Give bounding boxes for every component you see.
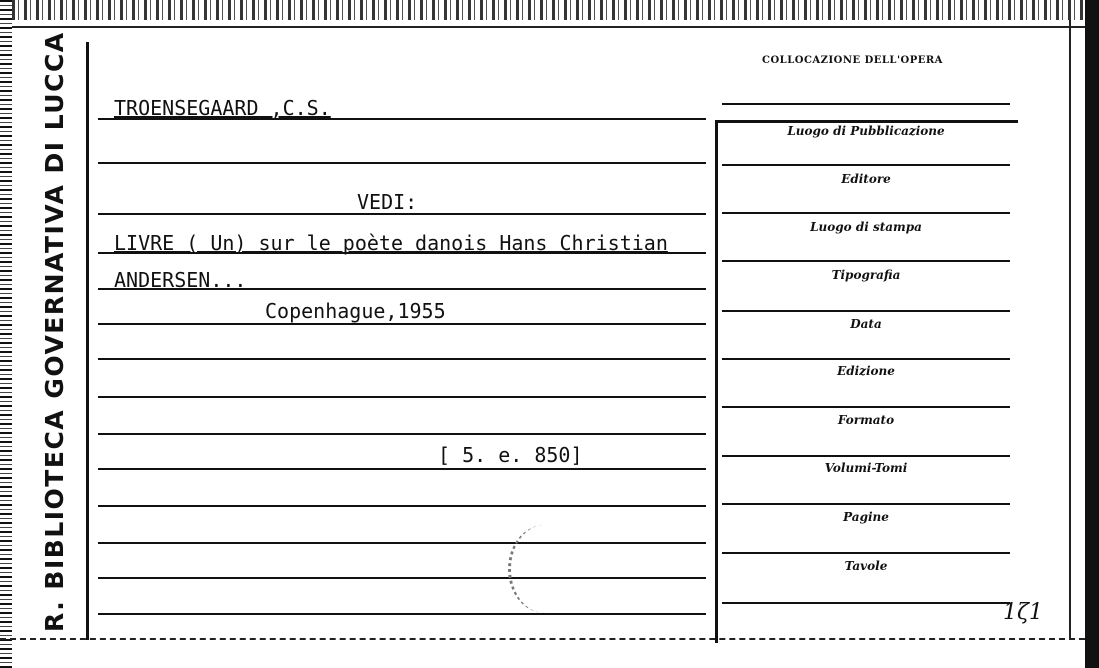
scan-edge-right (1085, 0, 1099, 668)
ruled-line (98, 468, 706, 470)
title-line-2: ANDERSEN... (114, 268, 247, 292)
ruled-line (98, 162, 706, 164)
card-right-border (1069, 20, 1085, 640)
field-line (722, 310, 1010, 312)
see-label: VEDI: (357, 190, 418, 214)
field-line (722, 358, 1010, 360)
field-line (722, 552, 1010, 554)
scan-edge-top (0, 0, 1099, 20)
field-editore: Editore (841, 172, 891, 186)
left-margin-rule (86, 42, 89, 640)
author-heading: TROENSEGAARD ,C.S. (114, 96, 331, 120)
ruled-line (98, 396, 706, 398)
field-volumi-tomi: Volumi-Tomi (824, 461, 908, 475)
shelfmark: [ 5. e. 850] (438, 443, 583, 467)
field-edizione: Edizione (837, 364, 895, 378)
field-luogo-stampa: Luogo di stampa (810, 220, 922, 234)
faded-stamp (508, 525, 581, 613)
collocation-line (722, 103, 1010, 105)
field-luogo-pubblicazione: Luogo di Pubblicazione (787, 124, 945, 138)
field-formato: Formato (837, 413, 895, 427)
ruled-line (98, 542, 706, 544)
field-pagine: Pagine (843, 510, 889, 524)
ruled-line (98, 323, 706, 325)
field-line (722, 164, 1010, 166)
handwritten-mark: 1ζ1 (1003, 600, 1043, 625)
field-line (722, 602, 1010, 604)
field-line (722, 503, 1010, 505)
title-line-1: LIVRE ( Un) sur le poète danois Hans Christian (114, 231, 668, 255)
ruled-line (98, 505, 706, 507)
card-top-border (0, 20, 1099, 28)
ruled-line (98, 433, 706, 435)
scan-edge-left (0, 0, 12, 668)
field-tipografia: Tipografia (831, 268, 901, 282)
field-line (722, 260, 1010, 262)
field-tavole: Tavole (844, 559, 888, 573)
ruled-line (98, 613, 706, 615)
field-data: Data (850, 317, 882, 331)
field-line (722, 455, 1010, 457)
ruled-line (98, 577, 706, 579)
library-name: R. BIBLIOTECA GOVERNATIVA DI LUCCA (40, 31, 69, 632)
field-line (722, 406, 1010, 408)
place-year: Copenhague,1955 (265, 299, 446, 323)
ruled-line (98, 358, 706, 360)
field-line (722, 212, 1010, 214)
collocation-header: COLLOCAZIONE DELL'OPERA (762, 55, 943, 66)
